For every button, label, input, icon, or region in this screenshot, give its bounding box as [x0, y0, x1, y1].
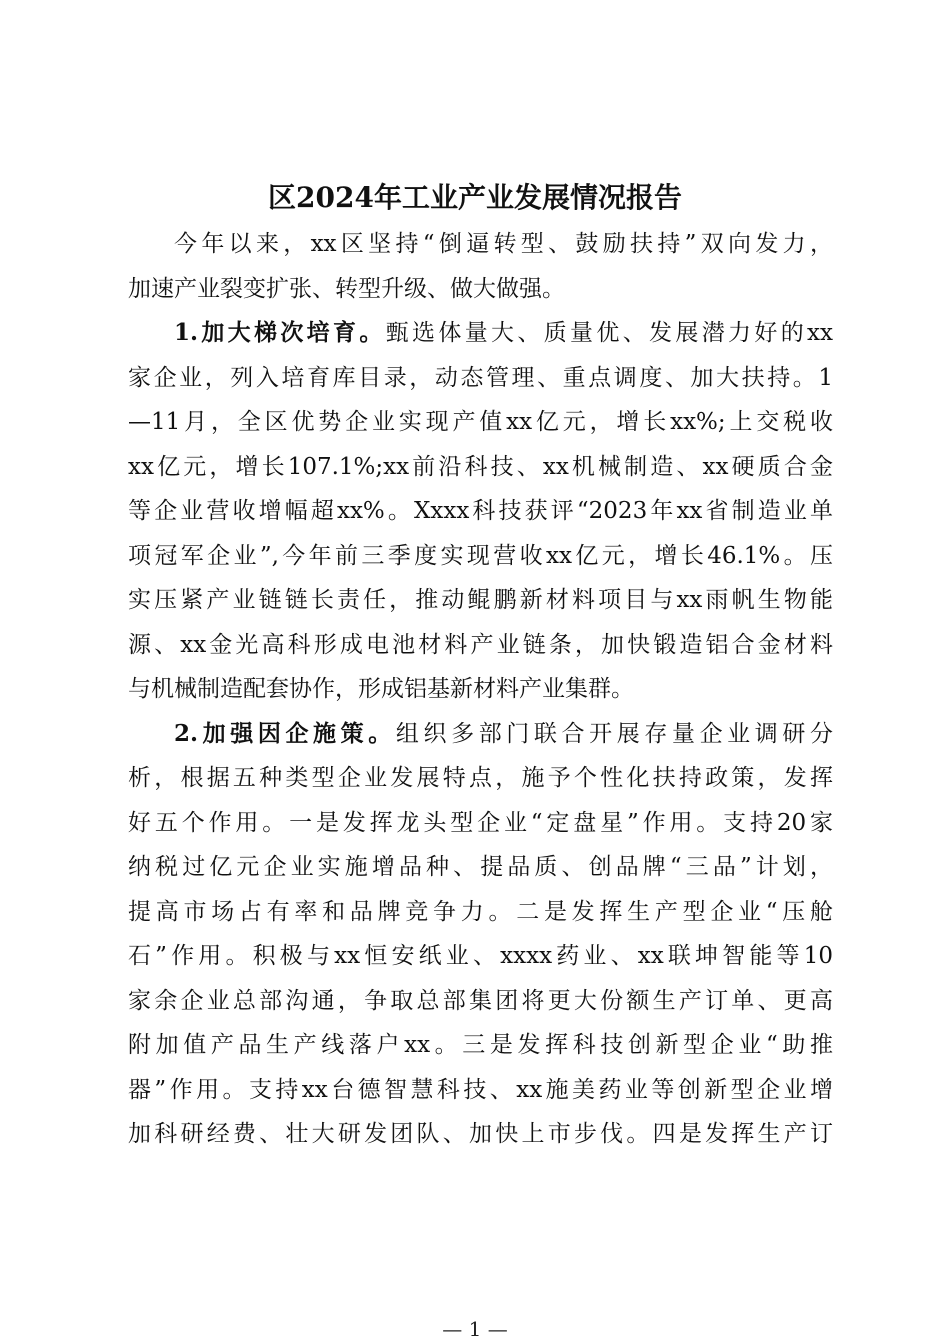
section2-text: 组织多部门联合开展存量企业调研分 [395, 720, 833, 747]
section1-text: 甄选体量大、质量优、发展潜力好的xx [385, 320, 833, 346]
section2-heading: 2.加强因企施策。 [174, 719, 396, 747]
intro-line: 今年以来，xx区坚持“倒逼转型、鼓励扶持”双向发力， [174, 231, 833, 257]
section2-line: 附加值产品生产线落户xx。三是发挥科技创新型企业“助推 [128, 1032, 833, 1058]
section1-first-line [128, 311, 833, 356]
section2-line: 家余企业总部沟通，争取总部集团将更大份额生产订单、更高 [128, 987, 833, 1014]
section2-line: 析，根据五种类型企业发展特点，施予个性化扶持政策，发挥 [128, 765, 833, 791]
document-body [128, 222, 833, 1157]
section1-heading: 1.加大梯次培育。 [174, 319, 386, 346]
section1-line: xx亿元，增长107.1%;xx前沿科技、xx机械制造、xx硬质合金 [128, 453, 833, 480]
section2-line: 加科研经费、壮大研发团队、加快上市步伐。四是发挥生产订 [128, 1121, 833, 1147]
section1-line: 项冠军企业”,今年前三季度实现营收xx亿元，增长46.1%。压 [128, 542, 833, 569]
section1-line: 源、xx金光高科形成电池材料产业链条，加快锻造铝合金材料 [128, 631, 833, 658]
section1-line: 实压紧产业链链长责任，推动鲲鹏新材料项目与xx雨帆生物能 [128, 587, 833, 613]
section1-line: —11月，全区优势企业实现产值xx亿元，增长xx%;上交税收 [128, 409, 833, 435]
page-number: — 1 — [442, 1317, 508, 1341]
section2-line: 纳税过亿元企业实施增品种、提品质、创品牌“三品”计划， [128, 854, 833, 880]
section2-line: 石”作用。积极与xx恒安纸业、xxxx药业、xx联坤智能等10 [128, 943, 833, 969]
section1-line: 等企业营收增幅超xx%。Xxxx科技获评“2023年xx省制造业单 [128, 498, 833, 524]
section1-line: 与机械制造配套协作，形成铝基新材料产业集群。 [128, 676, 634, 702]
section2-first-line [128, 712, 833, 757]
section2-line: 器”作用。支持xx台德智慧科技、xx施美药业等创新型企业增 [128, 1076, 833, 1103]
section2-line: 提高市场占有率和品牌竞争力。二是发挥生产型企业“压舱 [128, 898, 833, 925]
document-title: 区2024年工业产业发展情况报告 [268, 181, 682, 214]
intro-line: 加速产业裂变扩张、转型升级、做大做强。 [128, 275, 565, 302]
section2-line: 好五个作用。一是发挥龙头型企业“定盘星”作用。支持20家 [128, 809, 833, 836]
section1-line: 家企业，列入培育库目录，动态管理、重点调度、加大扶持。1 [128, 364, 833, 391]
